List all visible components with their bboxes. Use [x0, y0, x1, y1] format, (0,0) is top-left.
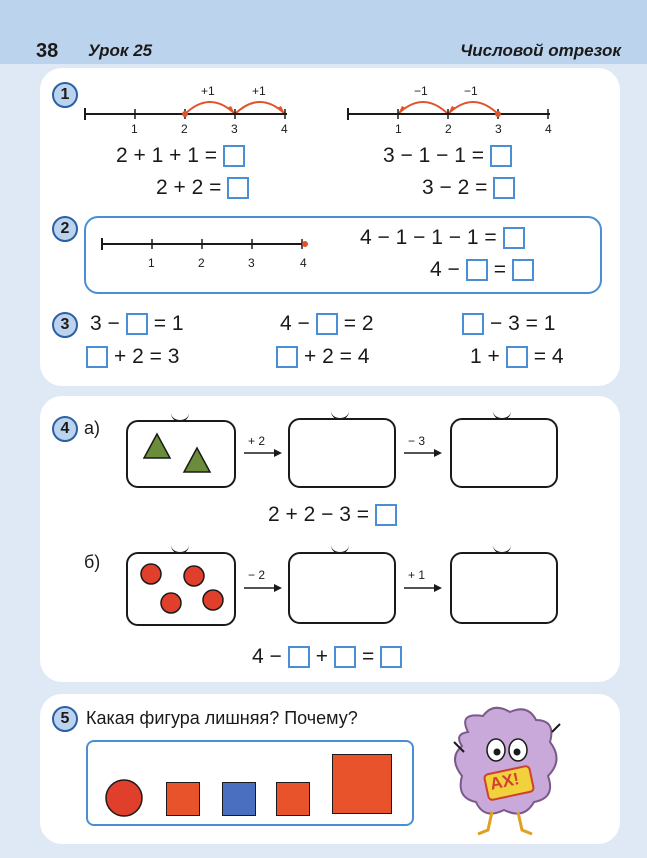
equation-text: 4 − [430, 258, 460, 281]
task-1-equation [156, 176, 249, 200]
task-1-jump-label: +1 [252, 84, 266, 98]
task-1-number: 1 [52, 82, 78, 108]
task-3-equation [86, 345, 179, 369]
equation-text: = [362, 645, 375, 668]
task-4-number: 4 [52, 416, 78, 442]
answer-box[interactable] [462, 313, 484, 335]
task-1-jump-label: +1 [201, 84, 215, 98]
equation-text: 3 − [90, 312, 120, 335]
triangle-shape [142, 432, 172, 460]
circle-shape [140, 563, 162, 585]
answer-box[interactable] [126, 313, 148, 335]
tick-label: 1 [148, 256, 155, 270]
square-shape[interactable] [276, 782, 310, 816]
equation-text: 4 − 1 − 1 − 1 = [360, 226, 497, 249]
equation-text: 3 − 1 − 1 = [383, 144, 485, 167]
equation-text: 2 + 2 = [156, 176, 222, 199]
task-4a-label: а) [84, 418, 101, 438]
equation-text: 4 − [280, 312, 310, 335]
answer-box[interactable] [227, 177, 249, 199]
task-3-number: 3 [52, 312, 78, 338]
answer-box[interactable] [276, 346, 298, 368]
task-2-number-line [100, 230, 315, 254]
answer-box[interactable] [288, 646, 310, 668]
tick-label: 1 [395, 122, 402, 136]
task-4b-equation [252, 645, 402, 669]
answer-box[interactable] [223, 145, 245, 167]
square-shape[interactable] [166, 782, 200, 816]
task-1-right-number-line [348, 80, 568, 130]
arrow-icon [404, 448, 444, 458]
arrow-icon [244, 448, 284, 458]
equation-text: 1 + [470, 345, 500, 368]
task-4a-equation [268, 503, 397, 527]
task-2-number: 2 [52, 216, 78, 242]
task-3-equation [276, 345, 369, 369]
topic-title: Числовой отрезок [460, 41, 621, 60]
arrow-icon [404, 583, 444, 593]
task-4b-frame-3[interactable] [450, 552, 558, 624]
task-4b-op-label: + 1 [408, 568, 426, 582]
equation-text: 2 + 1 + 1 = [116, 144, 218, 167]
answer-box[interactable] [466, 259, 488, 281]
task-3-equation [462, 312, 555, 336]
equation-text: − 3 = 1 [490, 312, 556, 335]
tick-label: 2 [445, 122, 452, 136]
tick-label: 2 [198, 256, 205, 270]
task-3-equation [90, 312, 184, 336]
answer-box[interactable] [86, 346, 108, 368]
answer-box[interactable] [334, 646, 356, 668]
task-5-number: 5 [52, 706, 78, 732]
circle-shape[interactable] [104, 778, 144, 818]
task-4a-op-label: − 3 [408, 434, 426, 448]
answer-box[interactable] [512, 259, 534, 281]
tick-label: 3 [248, 256, 255, 270]
tick-label: 3 [495, 122, 502, 136]
answer-box[interactable] [380, 646, 402, 668]
equation-text: = [493, 258, 507, 281]
equation-text: + [315, 645, 329, 668]
tick-label: 3 [231, 122, 238, 136]
task-1-equation [422, 176, 515, 200]
square-shape[interactable] [332, 754, 392, 814]
task-1-equation [116, 144, 245, 168]
equation-text: + 2 = 3 [114, 345, 180, 368]
task-4b-op-label: − 2 [248, 568, 266, 582]
answer-box[interactable] [316, 313, 338, 335]
tick-label: 4 [281, 122, 288, 136]
circle-shape [202, 589, 224, 611]
answer-box[interactable] [490, 145, 512, 167]
task-4b-frame-2[interactable] [288, 552, 396, 624]
equation-text: = 2 [343, 312, 374, 335]
task-4b-label: б) [84, 552, 101, 572]
circle-shape [183, 565, 205, 587]
task-2-equation [360, 226, 525, 250]
page-number: 38 [36, 40, 59, 62]
task-1-left-number-line [85, 80, 305, 130]
task-1-jump-label: −1 [414, 84, 428, 98]
equation-text: 2 + 2 − 3 = [268, 503, 370, 526]
task-1-equation [383, 144, 512, 168]
task-3-equation [280, 312, 374, 336]
tick-label: 1 [131, 122, 138, 136]
answer-box[interactable] [503, 227, 525, 249]
task-4a-op-label: + 2 [248, 434, 266, 448]
lesson-title: Урок 25 [88, 41, 153, 60]
task-1-jump-label: −1 [464, 84, 478, 98]
task-4a-frame-3[interactable] [450, 418, 558, 488]
equation-text: = 1 [153, 312, 184, 335]
task-2-equation [430, 258, 534, 282]
character-exclamation: АХ! [488, 769, 521, 794]
answer-box[interactable] [375, 504, 397, 526]
tick-label: 4 [545, 122, 552, 136]
equation-text: + 2 = 4 [304, 345, 370, 368]
task-4a-frame-2[interactable] [288, 418, 396, 488]
tick-label: 4 [300, 256, 307, 270]
answer-box[interactable] [493, 177, 515, 199]
answer-box[interactable] [506, 346, 528, 368]
triangle-shape [182, 446, 212, 474]
equation-text: 3 − 2 = [422, 176, 488, 199]
equation-text: 4 − [252, 645, 282, 668]
task-3-equation [470, 345, 564, 369]
circle-shape [160, 592, 182, 614]
tick-label: 2 [181, 122, 188, 136]
arrow-icon [244, 583, 284, 593]
equation-text: = 4 [533, 345, 564, 368]
square-shape[interactable] [222, 782, 256, 816]
task-5-question: Какая фигура лишняя? Почему? [86, 708, 358, 728]
